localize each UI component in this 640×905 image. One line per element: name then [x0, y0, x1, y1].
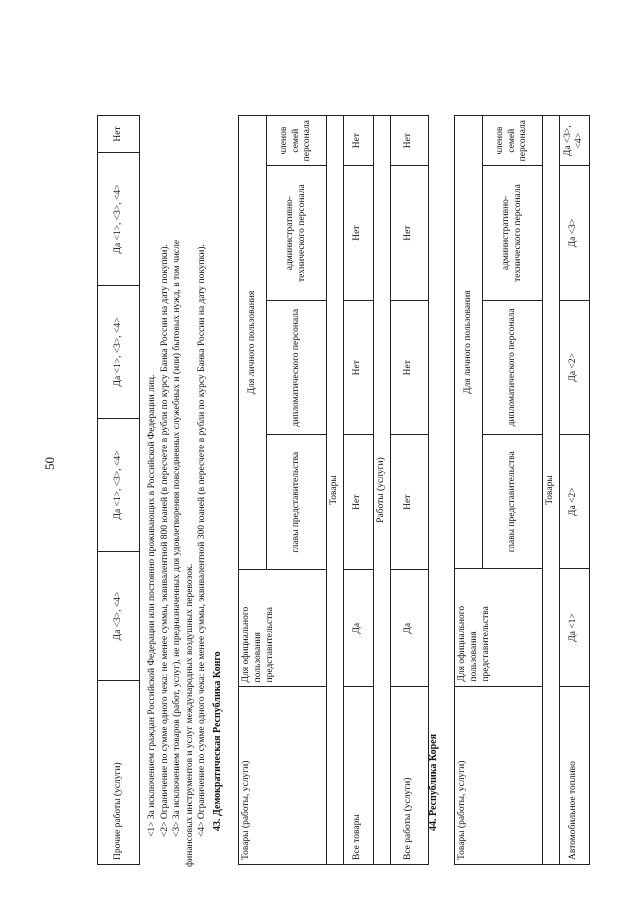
table-cell: Нет	[390, 435, 428, 570]
group-label: Товары	[327, 116, 344, 865]
footnote: <3> За исключением товаров (работ, услуг), не предназначенных для удовлетворения повседневных служебных и (или) бытовых нужд, в том числе	[172, 239, 182, 837]
col-header-diplomatic: дипломатического персонала	[483, 300, 543, 434]
table-cell: Да <1>, <3>, <4>	[98, 286, 140, 419]
col-header-heads: главы представительства	[483, 434, 543, 568]
table-cell: Нет	[390, 300, 428, 435]
row-label: Все товары	[343, 687, 373, 865]
footnote: финансовых инструментов и услуг международных воздушных перевозок.	[184, 563, 195, 867]
col-header-personal: Для личного пользования	[455, 116, 483, 569]
row-label: Все работы (услуги)	[390, 687, 428, 865]
col-header-admin: административно-технического персонала	[267, 166, 327, 301]
top-table	[97, 115, 140, 865]
table-cell: Да <1>	[559, 569, 589, 686]
footnote: <1> За исключением граждан Российской Федерации или постоянно проживающих в Российской Федерации лиц.	[147, 374, 157, 837]
col-header-heads: главы представительства	[267, 435, 327, 570]
col-header-goods: Товары (работы, услуги)	[455, 686, 543, 864]
section-heading: 43. Демократическая Республика Конго	[212, 651, 223, 831]
table-cell: Нет	[390, 116, 428, 166]
section43-table	[238, 115, 429, 865]
col-header-diplomatic: дипломатического персонала	[267, 300, 327, 435]
table-cell: Да	[390, 570, 428, 687]
footnotes	[146, 240, 209, 867]
table-cell: Нет	[343, 300, 373, 435]
col-header-family: членов семей персонала	[483, 116, 543, 166]
table-cell: Да <3>, <4>	[559, 116, 589, 166]
page-number: 50	[42, 457, 57, 470]
table-cell: Да <3>, <4>	[98, 552, 140, 681]
row-label: Автомобильное топливо	[559, 686, 589, 864]
group-label: Товары	[543, 116, 560, 865]
table-cell: Да <3>	[559, 166, 589, 300]
table-cell: Нет	[343, 166, 373, 301]
table-cell: Да <1>, <3>, <4>	[98, 419, 140, 552]
group-label: Работы (услуги)	[373, 116, 390, 865]
col-header-official: Для официального пользования представительства	[455, 569, 543, 686]
col-header-goods: Товары (работы, услуги)	[239, 687, 327, 865]
footnote: <2> Ограничение по сумме одного чека: не менее суммы, эквивалентной 800 юаней (в пересчете в рубли по курсу Банка России на дату покупки).	[159, 244, 170, 837]
table-cell: Нет	[390, 166, 428, 301]
table-cell: Да <2>	[559, 300, 589, 434]
row-label: Прочие работы (услуги)	[98, 681, 140, 865]
section44-table	[454, 115, 590, 865]
table-cell: Да <1>, <3>, <4>	[98, 153, 140, 286]
table-cell: Нет	[343, 116, 373, 166]
footnote: <4> Ограничение по сумме одного чека: не менее суммы, эквивалентной 300 юаней (в пересчете в рубли по курсу Банка России на дату покупки).	[197, 244, 207, 837]
col-header-admin: административно-технического персонала	[483, 166, 543, 300]
table-cell: Да <2>	[559, 434, 589, 568]
table-cell: Нет	[98, 116, 140, 153]
col-header-family: членов семей персонала	[267, 116, 327, 166]
table-cell: Да	[343, 570, 373, 687]
section-heading: 44. Республика Корея	[428, 733, 439, 831]
col-header-personal: Для личного пользования	[239, 116, 267, 570]
col-header-official: Для официального пользования представительства	[239, 570, 327, 687]
table-cell: Нет	[343, 435, 373, 570]
